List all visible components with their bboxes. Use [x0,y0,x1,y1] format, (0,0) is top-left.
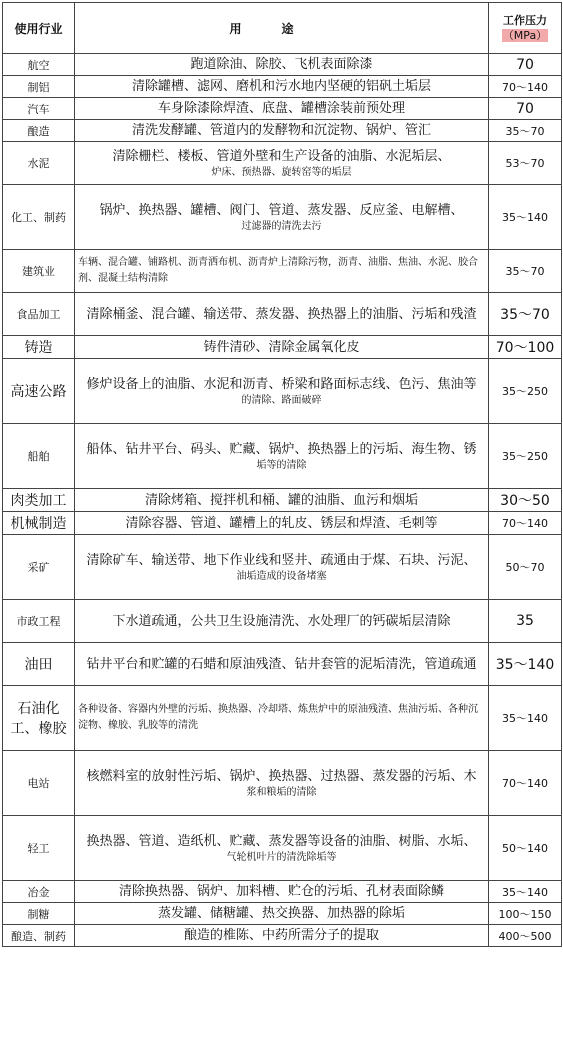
pressure-cell: 35～70 [489,293,562,336]
industry-cell: 船舶 [3,424,75,489]
use-text: 各种设备、容器内外壁的污垢、换热器、冷却塔、炼焦炉中的原油残渣、焦油污垢、各种沉淀物、橡胶、乳胶等的清洗 [78,704,478,731]
table-row [3,142,562,185]
pressure-cell: 35～140 [489,185,562,250]
table-row [3,816,562,881]
use-cell [75,881,489,903]
use-subtext: 的清除、路面破碎 [241,394,322,406]
table-row [3,98,562,120]
pressure-cell: 70 [489,98,562,120]
industry-cell: 冶金 [3,881,75,903]
table-row [3,424,562,489]
industry-cell: 采矿 [3,535,75,600]
use-cell [75,76,489,98]
table-row [3,643,562,686]
use-cell [75,751,489,816]
use-subtext: 垢等的清除 [256,459,307,471]
industry-cell: 水泥 [3,142,75,185]
use-cell [75,359,489,424]
use-subtext: 过滤器的清洗去污 [241,220,322,232]
use-text: 酿造的椎陈、中药所需分子的提取 [183,928,379,943]
pressure-cell: 35～70 [489,250,562,293]
industry-cell: 油田 [3,643,75,686]
use-text: 下水道疏通，公共卫生设施清洗、水处理厂的钙碳垢层清除 [112,613,451,629]
industry-cell: 高速公路 [3,359,75,424]
use-text: 铸件清砂、清除金属氧化皮 [203,339,360,355]
table-row [3,359,562,424]
industry-cell: 酿造 [3,120,75,142]
use-cell [75,120,489,142]
pressure-cell: 400～500 [489,925,562,947]
use-cell [75,293,489,336]
use-cell [75,535,489,600]
use-text: 清除桶釜、混合罐、输送带、蒸发器、换热器上的油脂、污垢和残渣 [86,306,477,322]
use-text: 修炉设备上的油脂、水泥和沥青、桥梁和路面标志线、色污、焦油等 [86,376,477,392]
use-cell [75,686,489,751]
industry-cell: 航空 [3,54,75,76]
header-pressure-label: 工作压力 [503,14,547,27]
header-row [3,3,562,54]
pressure-cell: 35～250 [489,359,562,424]
pressure-cell: 70～140 [489,512,562,535]
industry-cell: 酿造、制药 [3,925,75,947]
table-row [3,489,562,512]
use-text: 跑道除油、除胶、飞机表面除漆 [190,57,373,72]
pressure-cell: 50～70 [489,535,562,600]
table-row [3,336,562,359]
use-cell [75,54,489,76]
use-text: 钻井平台和贮罐的石蜡和原油残渣、钻井套管的泥垢清洗，管道疏通 [86,656,477,672]
use-cell [75,489,489,512]
use-cell [75,336,489,359]
industry-cell: 肉类加工 [3,489,75,512]
use-cell [75,98,489,120]
table-row [3,881,562,903]
use-cell [75,903,489,925]
header-industry: 使用行业 [3,3,75,54]
header-pressure-unit: （MPa） [502,29,548,42]
table-row [3,293,562,336]
table-row [3,751,562,816]
table-row [3,250,562,293]
pressure-cell: 70 [489,54,562,76]
industry-cell: 铸造 [3,336,75,359]
industry-cell: 化工、制药 [3,185,75,250]
industry-cell: 制铝 [3,76,75,98]
use-text: 车身除漆除焊渣、底盘、罐槽涂装前预处理 [157,101,405,116]
use-cell [75,816,489,881]
use-text: 清除栅栏、楼板、管道外壁和生产设备的油脂、水泥垢层、 [112,148,451,164]
table-row [3,903,562,925]
use-cell [75,142,489,185]
industry-cell: 建筑业 [3,250,75,293]
use-text: 清除烤箱、搅拌机和桶、罐的油脂、血污和烟垢 [144,492,418,508]
pressure-cell: 35～140 [489,881,562,903]
usage-table [2,2,562,947]
pressure-cell: 35～140 [489,643,562,686]
pressure-cell: 35～140 [489,686,562,751]
use-text: 清除罐槽、滤网、磨机和污水地内坚硬的铝矾土垢层 [131,79,431,94]
use-subtext: 气轮机叶片的清洗除垢等 [226,851,337,863]
pressure-cell: 70～140 [489,751,562,816]
industry-cell: 制糖 [3,903,75,925]
pressure-cell: 35～250 [489,424,562,489]
use-cell [75,250,489,293]
table-body [3,54,562,947]
table-row [3,686,562,751]
use-text: 换热器、管道、造纸机、贮藏、蒸发器等设备的油脂、树脂、水垢、 [86,833,477,849]
table-row [3,512,562,535]
pressure-cell: 100～150 [489,903,562,925]
pressure-cell: 35 [489,600,562,643]
pressure-cell: 30～50 [489,489,562,512]
use-subtext: 炉床、预热器、旋转窑等的垢层 [211,166,352,178]
header-pressure [489,3,562,54]
use-cell [75,600,489,643]
table-row [3,535,562,600]
use-text: 蒸发罐、储糖罐、热交换器、加热器的除垢 [157,906,405,921]
header-use: 用途 [75,3,489,54]
industry-cell: 市政工程 [3,600,75,643]
industry-cell: 石油化工、橡胶 [3,686,75,751]
use-text: 清除矿车、输送带、地下作业线和竖井、疏通由于煤、石块、污泥、 [86,552,477,568]
industry-cell: 电站 [3,751,75,816]
table-row [3,925,562,947]
use-cell [75,185,489,250]
use-text: 锅炉、换热器、罐槽、阀门、管道、蒸发器、反应釜、电解槽、 [99,202,464,218]
table-row [3,185,562,250]
use-cell [75,424,489,489]
use-text: 清除容器、管道、罐槽上的轧皮、锈层和焊渣、毛刺等 [125,515,438,531]
pressure-cell: 35～70 [489,120,562,142]
table-row [3,600,562,643]
use-subtext: 浆和粮垢的清除 [246,786,317,798]
use-text: 核燃料室的放射性污垢、锅炉、换热器、过热器、蒸发器的污垢、木 [86,768,477,784]
industry-cell: 机械制造 [3,512,75,535]
industry-cell: 食品加工 [3,293,75,336]
pressure-cell: 53～70 [489,142,562,185]
use-subtext: 油垢造成的设备堵塞 [236,570,327,582]
use-cell [75,512,489,535]
table-row [3,120,562,142]
use-cell [75,643,489,686]
use-text: 车辆、混合罐、铺路机、沥青洒布机、沥青炉上清除污物，沥青、油脂、焦油、水泥、胶合剂、混凝土结构清除 [78,257,478,284]
use-text: 清除换热器、锅炉、加料槽、贮仓的污垢、孔材表面除鳞 [118,884,444,899]
pressure-cell: 70～100 [489,336,562,359]
pressure-cell: 70～140 [489,76,562,98]
industry-cell: 轻工 [3,816,75,881]
industry-cell: 汽车 [3,98,75,120]
use-text: 清洗发酵罐、管道内的发酵物和沉淀物、锅炉、管汇 [131,123,431,138]
use-cell [75,925,489,947]
table-row [3,54,562,76]
pressure-cell: 50～140 [489,816,562,881]
table-row [3,76,562,98]
use-text: 船体、钻井平台、码头、贮藏、锅炉、换热器上的污垢、海生物、锈 [86,441,477,457]
